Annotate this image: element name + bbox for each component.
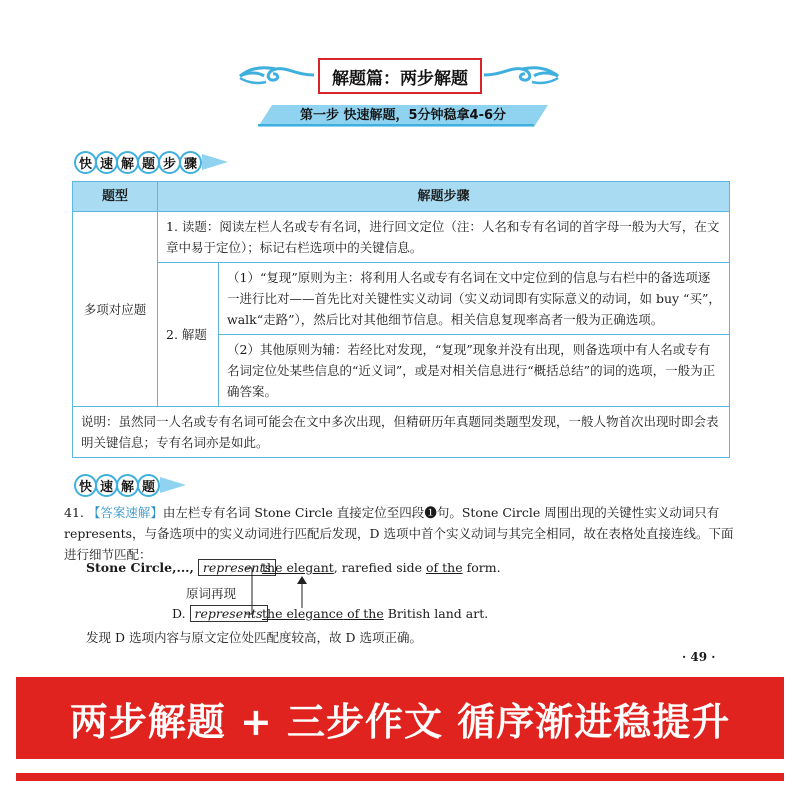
- match-arrow: [296, 576, 308, 608]
- page-title: 解题篇：两步解题: [318, 58, 482, 94]
- right-swirl-ornament: [482, 64, 562, 86]
- table-header-steps: 解题步骤: [158, 182, 730, 212]
- step2-label-cell: 2. 解题: [158, 263, 219, 407]
- step1-cell: 1. 读题：阅读左栏人名或专有名词，进行回文定位（注：人名和专有名词的首字母一般为大写，在文章中易于定位）；标记右栏选项中的关键信息。: [158, 212, 730, 263]
- example-subject: Stone Circle,...,: [86, 560, 194, 575]
- answer-paragraph: 41. 【答案速解】由左栏专有名词 Stone Circle 直接定位至四段❶句。Stone Circle 周围出现的关键性实义动词只有 represents，与备选项中的实义动词进行匹配后发现，D 选项中首个实义动词与其完全相同，故在表格处直接连线。下面进行细节匹配：: [64, 505, 734, 562]
- banner-gap: [16, 759, 784, 773]
- section-heading-quick-solve: 快 速 解 题: [74, 473, 186, 497]
- step2a-cell: （1）“复现”原则为主：将利用人名或专有名词在文中定位到的信息与右栏中的备选项逐一进行比对——首先比对关键性实义动词（实义动词即有实际意义的动词，如 buy “买”，walk“走路”），然后比对其他细节信息。相关信息复现率高者一般为正确选项。: [219, 263, 730, 335]
- keyword-box: represents: [190, 605, 268, 622]
- table-header-type: 题型: [73, 182, 158, 212]
- circled-number: ❶: [424, 505, 437, 520]
- promo-banner-text: 两步解题 + 三步作文 循序渐进稳提升: [69, 699, 731, 744]
- conclusion-text: 发现 D 选项内容与原文定位处匹配度较高，故 D 选项正确。: [86, 630, 422, 645]
- step2b-cell: （2）其他原则为辅：若经比对发现，“复现”现象并没有出现，则备选项中有人名或专有名词定位处某些信息的“近义词”，或是对相关信息进行“概括总结”的词的选项，一般为正确答案。: [219, 335, 730, 407]
- answer-tag: 【答案速解】: [87, 505, 163, 520]
- step-bar: [258, 105, 548, 127]
- pill-arrow: [202, 154, 228, 170]
- page-number: · 49 ·: [682, 650, 716, 664]
- table-note-cell: 说明：虽然同一人名或专有名词可能会在文中多次出现，但精研历年真题同类题型发现，一般人物首次出现时即会表明关键信息；专有名词亦是如此。: [73, 407, 730, 458]
- reappear-label: 原词再现: [186, 586, 237, 601]
- step-bar-text: 第一步 快速解题，5分钟稳拿4-6分: [299, 108, 507, 123]
- banner-strip: [16, 773, 784, 781]
- example-line-2-object: the elegance of the British land art.: [262, 606, 489, 621]
- example-line-1-object: the elegant, rarefied side of the form.: [262, 560, 501, 575]
- example-line-2: D. represents: [172, 606, 268, 621]
- pill-arrow: [160, 477, 186, 493]
- left-swirl-ornament: [236, 64, 316, 86]
- method-table: [72, 181, 730, 458]
- question-number: 41.: [64, 505, 84, 520]
- question-type-cell: 多项对应题: [73, 212, 158, 407]
- section-heading-steps: 快 速 解 题 步 骤: [74, 150, 228, 174]
- keyword-box: represents: [198, 559, 276, 576]
